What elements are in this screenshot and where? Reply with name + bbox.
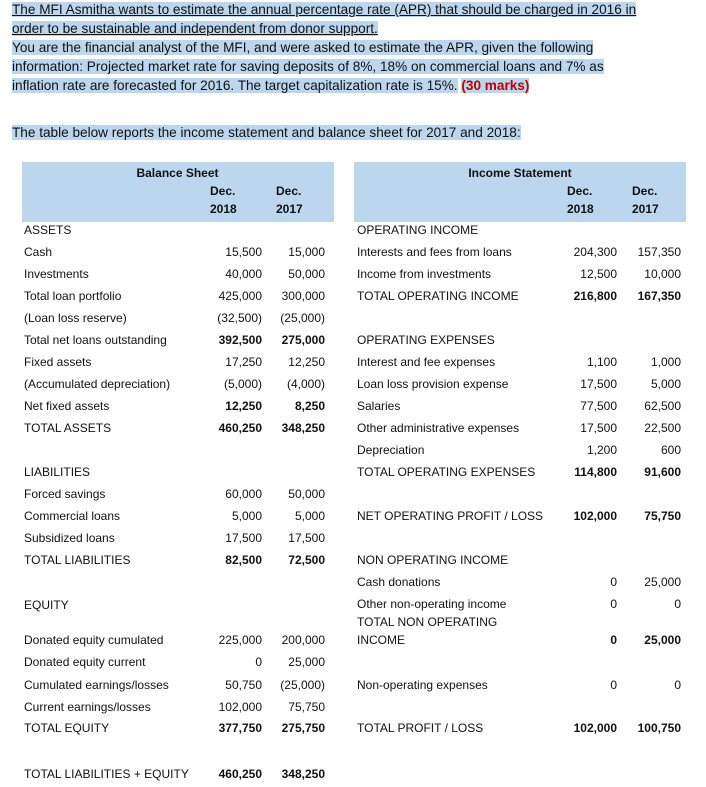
bs-value-2017: 17,500 [288, 531, 325, 545]
bs-value-2018: 82,500 [225, 553, 262, 567]
is-label: TOTAL PROFIT / LOSS [357, 721, 484, 735]
bs-label: Fixed assets [24, 355, 92, 369]
bs-value-2018: 460,250 [218, 421, 262, 435]
is-value-2018: 1,100 [586, 355, 617, 369]
problem-statement [12, 0, 702, 95]
is-value-2017: 91,600 [644, 465, 681, 479]
is-value-2017: 75,750 [644, 509, 681, 523]
is-value-2018: 102,000 [573, 721, 617, 735]
income-col2-year: 2017 [632, 202, 659, 216]
balance-col2-label: Dec. [276, 184, 302, 198]
bs-value-2018: (5,000) [223, 377, 262, 391]
bs-value-2018: (32,500) [217, 311, 262, 325]
is-label: INCOME [357, 633, 405, 647]
is-label: OPERATING EXPENSES [357, 333, 495, 347]
bs-value-2017: (4,000) [286, 377, 325, 391]
bs-label: Total net loans outstanding [24, 333, 167, 347]
bs-label: EQUITY [24, 598, 69, 612]
bs-value-2017: 25,000 [288, 655, 325, 669]
bs-label: Donated equity current [24, 655, 146, 669]
bs-label: Forced savings [24, 487, 106, 501]
intro-line-1: The MFI Asmitha wants to estimate the annual percentage rate (APR) that should be charged in 2016 in [12, 2, 637, 17]
bs-value-2018: 60,000 [225, 487, 262, 501]
is-value-2017: 22,500 [644, 421, 681, 435]
bs-label: Subsidized loans [24, 531, 115, 545]
bs-label: (Loan loss reserve) [24, 311, 127, 325]
bs-value-2017: 275,000 [281, 333, 325, 347]
is-value-2017: 62,500 [644, 399, 681, 413]
bs-value-2017: 300,000 [281, 289, 325, 303]
bs-value-2017: 50,000 [288, 487, 325, 501]
bs-label: Current earnings/losses [24, 700, 151, 714]
balance-sheet-title: Balance Sheet [136, 166, 219, 180]
bs-value-2018: 102,000 [218, 700, 262, 714]
is-label: Depreciation [357, 443, 425, 457]
bs-label: Cumulated earnings/losses [24, 678, 169, 692]
bs-value-2018: 0 [255, 655, 262, 669]
bs-value-2018: 377,750 [218, 721, 262, 735]
bs-value-2018: 425,000 [218, 289, 262, 303]
bs-value-2017: 15,000 [288, 245, 325, 259]
is-label: NET OPERATING PROFIT / LOSS [357, 509, 544, 523]
bs-value-2017: 75,750 [288, 700, 325, 714]
is-label: TOTAL OPERATING INCOME [357, 289, 519, 303]
is-label: Income from investments [357, 267, 492, 281]
bs-value-2017: 50,000 [288, 267, 325, 281]
is-value-2018: 204,300 [573, 245, 617, 259]
bs-value-2017: 348,250 [281, 421, 325, 435]
income-col2-label: Dec. [632, 184, 658, 198]
bs-value-2018: 460,250 [218, 767, 262, 781]
is-label: OPERATING INCOME [357, 223, 479, 237]
bs-label: TOTAL LIABILITIES [24, 553, 131, 567]
balance-col2-year: 2017 [276, 202, 303, 216]
bs-value-2018: 15,500 [225, 245, 262, 259]
bs-value-2018: 12,250 [225, 399, 262, 413]
is-value-2017: 100,750 [637, 721, 681, 735]
bs-value-2017: 8,250 [294, 399, 325, 413]
bs-value-2018: 5,000 [231, 509, 262, 523]
is-label: Loan loss provision expense [357, 377, 509, 391]
bs-label: Donated equity cumulated [24, 633, 164, 647]
is-value-2017: 5,000 [650, 377, 681, 391]
bs-value-2017: 5,000 [294, 509, 325, 523]
bs-label: Investments [24, 267, 89, 281]
bs-value-2018: 40,000 [225, 267, 262, 281]
is-value-2018: 216,800 [573, 289, 617, 303]
bs-label: TOTAL LIABILITIES + EQUITY [24, 767, 189, 781]
income-col1-year: 2018 [567, 202, 594, 216]
income-statement-title: Income Statement [468, 166, 572, 180]
is-value-2018: 0 [610, 633, 617, 647]
bs-label: Total loan portfolio [24, 289, 122, 303]
table-caption: The table below reports the income statement and balance sheet for 2017 and 2018: [12, 125, 521, 140]
is-label: NON OPERATING INCOME [357, 553, 509, 567]
intro-line-5: inflation rate are forecasted for 2016. The target capitalization rate is 15%. [12, 78, 458, 93]
is-value-2017: 0 [674, 678, 681, 692]
bs-value-2017: (25,000) [280, 311, 325, 325]
is-value-2017: 0 [674, 597, 681, 611]
is-value-2018: 17,500 [580, 377, 617, 391]
is-label: Non-operating expenses [357, 678, 488, 692]
is-label: TOTAL OPERATING EXPENSES [357, 465, 536, 479]
bs-label: (Accumulated depreciation) [24, 377, 171, 391]
bs-value-2017: (25,000) [280, 678, 325, 692]
marks-label: (30 marks) [461, 78, 530, 93]
is-value-2017: 25,000 [644, 575, 681, 589]
is-value-2018: 12,500 [580, 267, 617, 281]
is-value-2017: 25,000 [644, 633, 681, 647]
is-value-2018: 1,200 [586, 443, 617, 457]
is-label: Cash donations [357, 575, 441, 589]
bs-label: Net fixed assets [24, 399, 110, 413]
bs-value-2018: 50,750 [225, 678, 262, 692]
intro-line-2: order to be sustainable and independent from donor support. [12, 21, 378, 36]
bs-label: ASSETS [24, 223, 72, 237]
is-value-2017: 1,000 [650, 355, 681, 369]
bs-value-2017: 72,500 [288, 553, 325, 567]
bs-label: Commercial loans [24, 509, 121, 523]
intro-line-3: You are the financial analyst of the MFI, and were asked to estimate the APR, given the following [12, 40, 594, 55]
is-value-2017: 10,000 [644, 267, 681, 281]
is-label: Other non-operating income [357, 597, 507, 611]
is-value-2018: 0 [610, 678, 617, 692]
bs-label: TOTAL ASSETS [24, 421, 112, 435]
balance-col1-year: 2018 [210, 202, 237, 216]
is-label: Interest and fee expenses [357, 355, 496, 369]
bs-value-2018: 225,000 [218, 633, 262, 647]
bs-label: TOTAL EQUITY [24, 721, 110, 735]
is-label: TOTAL NON OPERATING [357, 615, 498, 629]
income-col1-label: Dec. [567, 184, 593, 198]
is-value-2018: 17,500 [580, 421, 617, 435]
bs-value-2018: 392,500 [218, 333, 262, 347]
is-value-2018: 0 [610, 575, 617, 589]
bs-value-2018: 17,250 [225, 355, 262, 369]
bs-value-2017: 275,750 [281, 721, 325, 735]
bs-label: Cash [24, 245, 53, 259]
is-label: Other administrative expenses [357, 421, 520, 435]
intro-line-4: information: Projected market rate for saving deposits of 8%, 18% on commercial loans and 7% as [12, 59, 604, 74]
bs-value-2018: 17,500 [225, 531, 262, 545]
is-value-2018: 77,500 [580, 399, 617, 413]
is-value-2017: 157,350 [637, 245, 681, 259]
bs-value-2017: 200,000 [281, 633, 325, 647]
is-value-2017: 600 [660, 443, 681, 457]
bs-label: LIABILITIES [24, 465, 91, 479]
is-label: Interests and fees from loans [357, 245, 512, 259]
bs-value-2017: 348,250 [281, 767, 325, 781]
is-value-2017: 167,350 [637, 289, 681, 303]
is-value-2018: 114,800 [574, 465, 617, 479]
is-label: Salaries [357, 399, 401, 413]
is-value-2018: 0 [610, 597, 617, 611]
bs-value-2017: 12,250 [288, 355, 325, 369]
balance-col1-label: Dec. [210, 184, 236, 198]
is-value-2018: 102,000 [573, 509, 617, 523]
